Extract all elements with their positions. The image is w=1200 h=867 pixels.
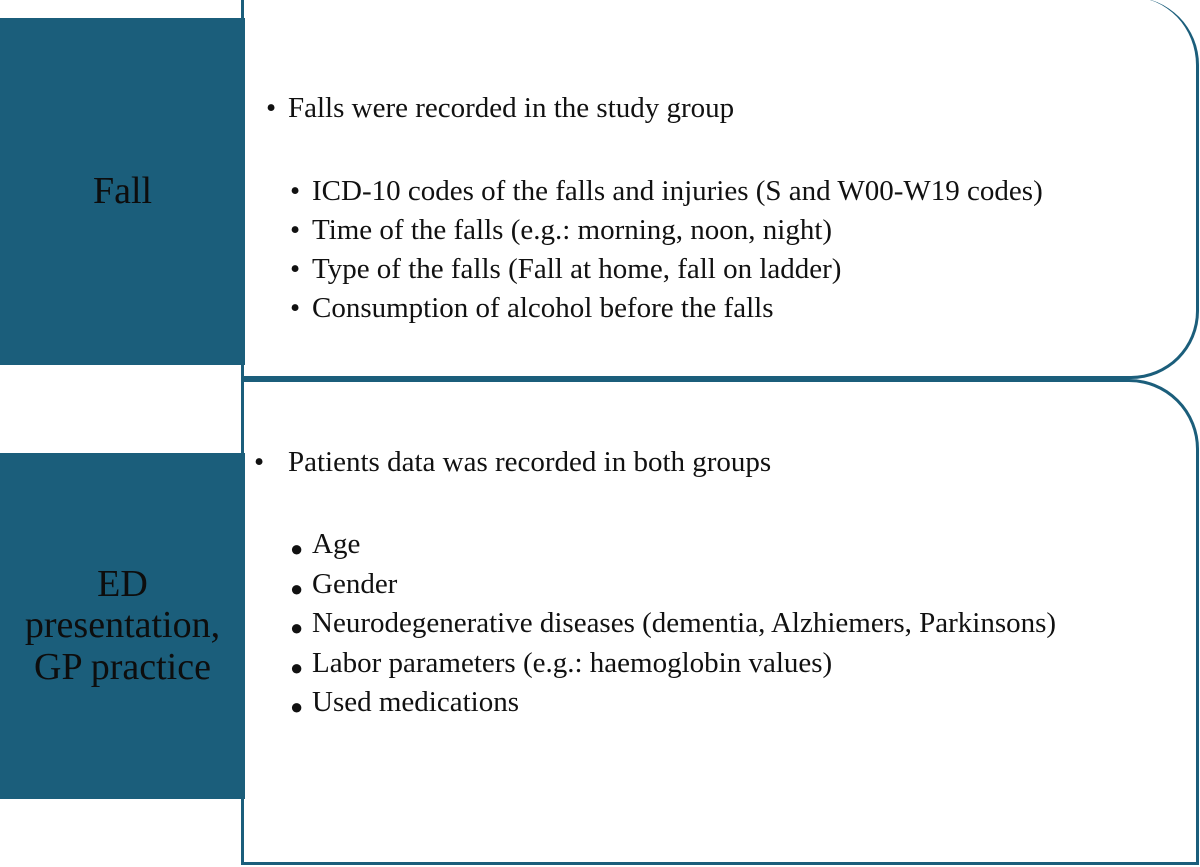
bullet-icon: •	[290, 292, 301, 324]
fall-header-item	[266, 92, 735, 125]
ed-content-box	[241, 379, 1199, 865]
ed-header-item	[254, 446, 772, 479]
ed-details-list	[290, 525, 1057, 723]
fall-header-text: Falls were recorded in the study group	[288, 92, 735, 124]
list-item-text: Age	[312, 528, 361, 560]
list-item	[290, 211, 1043, 250]
bullet-icon: •	[254, 446, 265, 478]
fall-label-box	[0, 18, 245, 365]
bullet-icon: ●	[290, 694, 304, 719]
ed-label	[25, 564, 220, 687]
list-item-text: Type of the falls (Fall at home, fall on ladder)	[312, 253, 842, 285]
bullet-icon: ●	[290, 536, 304, 561]
bullet-icon: •	[290, 253, 301, 285]
list-item-text: Time of the falls (e.g.: morning, noon, night)	[312, 214, 833, 246]
list-item-text: ICD-10 codes of the falls and injuries (S and W00-W19 codes)	[312, 175, 1043, 207]
list-item	[290, 565, 1056, 605]
bullet-icon: •	[266, 92, 277, 124]
list-item-text: Gender	[312, 567, 398, 600]
list-item	[290, 683, 1056, 723]
ed-label-line: ED	[97, 563, 148, 606]
fall-details-list	[290, 172, 1043, 328]
list-item	[290, 604, 1057, 644]
list-item	[290, 644, 1056, 684]
list-item	[290, 525, 1056, 565]
list-item-text: Neurodegenerative diseases (dementia, Alzhiemers, Parkinsons)	[312, 607, 1057, 639]
fall-label: Fall	[92, 169, 153, 212]
ed-label-box	[0, 453, 245, 799]
bullet-icon: ●	[290, 654, 304, 680]
list-item	[290, 172, 1043, 211]
fall-main-list	[266, 92, 735, 125]
bullet-icon: ●	[290, 615, 304, 640]
ed-label-line: presentation,	[24, 604, 221, 647]
fall-content-box	[241, 0, 1199, 379]
bullet-icon: •	[290, 214, 301, 246]
ed-header-text: Patients data was recorded in both groups	[288, 446, 772, 478]
list-item-text: Labor parameters (e.g.: haemoglobin values)	[312, 646, 833, 679]
list-item	[290, 250, 1043, 289]
ed-main-list	[254, 446, 772, 479]
list-item-text: Consumption of alcohol before the falls	[312, 292, 774, 324]
bullet-icon: •	[290, 175, 301, 207]
list-item	[290, 289, 1043, 328]
ed-label-line: GP practice	[34, 645, 211, 688]
list-item-text: Used medications	[312, 686, 519, 718]
bullet-icon: ●	[290, 575, 304, 601]
